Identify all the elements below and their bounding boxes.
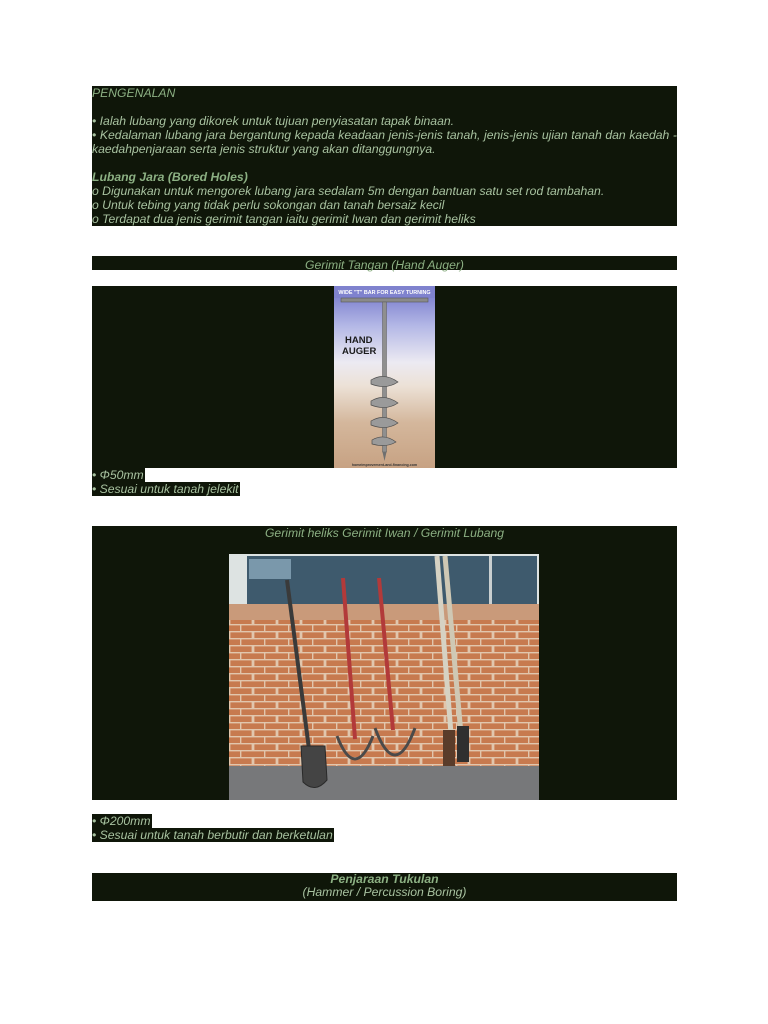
intro-block	[92, 86, 677, 226]
diagram-footer: homeimprovement-and-financing.com	[351, 463, 418, 467]
t-bar	[341, 298, 428, 302]
hand-auger-caption-bar	[92, 256, 677, 270]
percussion-boring-bar	[92, 873, 677, 901]
intro-line-2: • Kedalaman lubang jara bergantung kepada keadaan jenis-jenis tanah, jenis-jenis ujian tanah dan kaedah -kaedahpenjaraan serta jenis struktur yang akan ditanggungnya.	[92, 128, 677, 156]
helical-auger-caption: Gerimit heliks Gerimit Iwan / Gerimit Lubang	[264, 526, 505, 540]
intro-heading: PENGENALAN	[92, 86, 176, 100]
helical-auger-bullet-diameter: • Φ200mm	[92, 814, 151, 828]
pavement	[229, 766, 539, 800]
augers-photo	[229, 554, 539, 800]
diagram-label-hand: HAND	[345, 335, 373, 346]
bored-holes-bullet-3: o Terdapat dua jenis gerimit tangan iaitu gerimit Iwan dan gerimit heliks	[92, 212, 476, 226]
hand-auger-diagram	[334, 286, 435, 468]
diagram-top-label: WIDE "T" BAR FOR EASY TURNING	[338, 290, 431, 296]
bored-holes-heading: Lubang Jara (Bored Holes)	[92, 170, 248, 184]
helical-auger-block	[92, 526, 677, 800]
hand-auger-bullet-soil: • Sesuai untuk tanah jelekit	[92, 482, 239, 496]
diagram-label-auger: AUGER	[342, 346, 377, 357]
percussion-boring-subtitle: (Hammer / Percussion Boring)	[302, 885, 467, 899]
hand-auger-image-block	[92, 286, 677, 468]
bored-holes-bullet-1: o Digunakan untuk mengorek lubang jara sedalam 5m dengan bantuan satu set rod tambahan.	[92, 184, 605, 198]
window-mullion	[489, 556, 492, 604]
window-reflection	[249, 559, 291, 579]
hand-auger-bullet-diameter: • Φ50mm	[92, 468, 144, 482]
helical-auger-bullet-soil: • Sesuai untuk tanah berbutir dan berketulan	[92, 828, 333, 842]
hand-auger-caption: Gerimit Tangan (Hand Auger)	[305, 258, 464, 272]
percussion-boring-title: Penjaraan Tukulan	[330, 872, 439, 886]
bored-holes-bullet-2: o Untuk tebing yang tidak perlu sokongan dan tanah bersaiz kecil	[92, 198, 445, 212]
intro-line-1: • Ialah lubang yang dikorek untuk tujuan penyiasatan tapak binaan.	[92, 114, 455, 128]
